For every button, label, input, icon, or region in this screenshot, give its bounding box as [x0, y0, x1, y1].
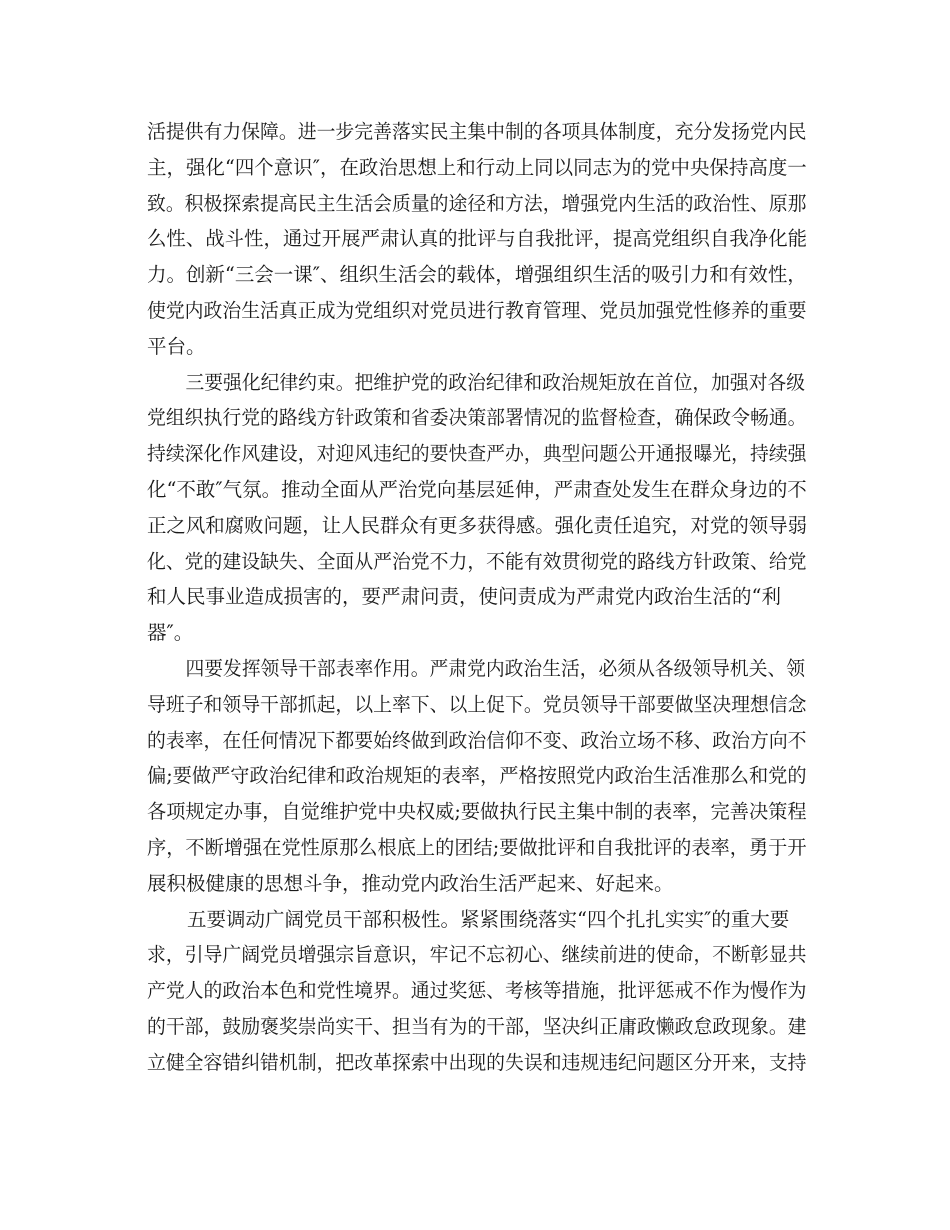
text-line: 产党人的政治本色和党性境界。通过奖惩、考核等措施，批评惩戒不作为慢作为: [147, 979, 807, 1003]
text-line: 展积极健康的思想斗争，推动党内政治生活严起来、好起来。: [147, 871, 674, 895]
text-line: 持续深化作风建设，对迎风违纪的要快查严办，典型问题公开通报曝光，持续强: [147, 442, 807, 466]
text-line: 使党内政治生活真正成为党组织对党员进行教育管理、党员加强党性修养的重要: [147, 298, 807, 322]
document-body: [147, 114, 807, 1081]
text-line: 正之风和腐败问题，让人民群众有更多获得感。强化责任追究，对党的领导弱: [147, 513, 808, 537]
text-line: 序，不断增强在党性原那么根底上的团结;要做批评和自我批评的表率，勇于开: [147, 835, 807, 859]
text-line: 的干部，鼓励褒奖崇尚实干、担当有为的干部，坚决纠正庸政懒政怠政现象。建: [147, 1014, 807, 1038]
text-line: 求，引导广阔党员增强宗旨意识，牢记不忘初心、继续前进的使命，不断彰显共: [147, 943, 807, 967]
text-line: 导班子和领导干部抓起，以上率下、以上促下。党员领导干部要做坚决理想信念: [147, 692, 807, 716]
text-line: 化“不敢″气氛。推动全面从严治党向基层延伸，严肃查处发生在群众身边的不: [147, 477, 807, 501]
text-line: 活提供有力保障。进一步完善落实民主集中制的各项具体制度，充分发扬党内民: [147, 120, 807, 143]
text-line: 偏;要做严守政治纪律和政治规矩的表率，严格按照党内政治生活准那么和党的: [147, 764, 807, 788]
text-line: 么性、战斗性，通过开展严肃认真的批评与自我批评，提高党组织自我净化能: [147, 227, 808, 251]
paragraph-first-line: 三要强化纪律约束。把维护党的政治纪律和政治规矩放在首位，加强对各级: [185, 370, 806, 394]
text-line: 力。创新“三会一课″、组织生活会的载体，增强组织生活的吸引力和有效性，: [147, 263, 807, 287]
text-line: 器″。: [147, 621, 194, 645]
text-line: 的表率，在任何情况下都要始终做到政治信仰不变、政治立场不移、政治方向不: [147, 728, 807, 752]
paragraph-first-line: 五要调动广阔党员干部积极性。紧紧围绕落实“四个扎扎实实″的重大要: [187, 907, 790, 931]
text-line: 各项规定办事，自觉维护党中央权威;要做执行民主集中制的表率，完善决策程: [147, 800, 807, 824]
text-line: 平台。: [147, 334, 206, 358]
paragraph-first-line: 四要发挥领导干部表率作用。严肃党内政治生活，必须从各级领导机关、领: [185, 656, 806, 680]
text-line: 化、党的建设缺失、全面从严治党不力，不能有效贯彻党的路线方针政策、给党: [147, 549, 807, 573]
text-line: 和人民事业造成损害的，要严肃问责，使问责成为严肃党内政治生活的“利: [147, 585, 781, 609]
text-line: 党组织执行党的路线方针政策和省委决策部署情况的监督检查，确保政令畅通。: [147, 406, 807, 430]
text-line: 主，强化“四个意识″，在政治思想上和行动上同以同志为的党中央保持高度一: [147, 155, 807, 179]
text-line: 致。积极探索提高民主生活会质量的途径和方法，增强党内生活的政治性、原那: [147, 191, 807, 215]
text-line: 立健全容错纠错机制，把改革探索中出现的失误和违规违纪问题区分开来，支持: [147, 1050, 807, 1074]
